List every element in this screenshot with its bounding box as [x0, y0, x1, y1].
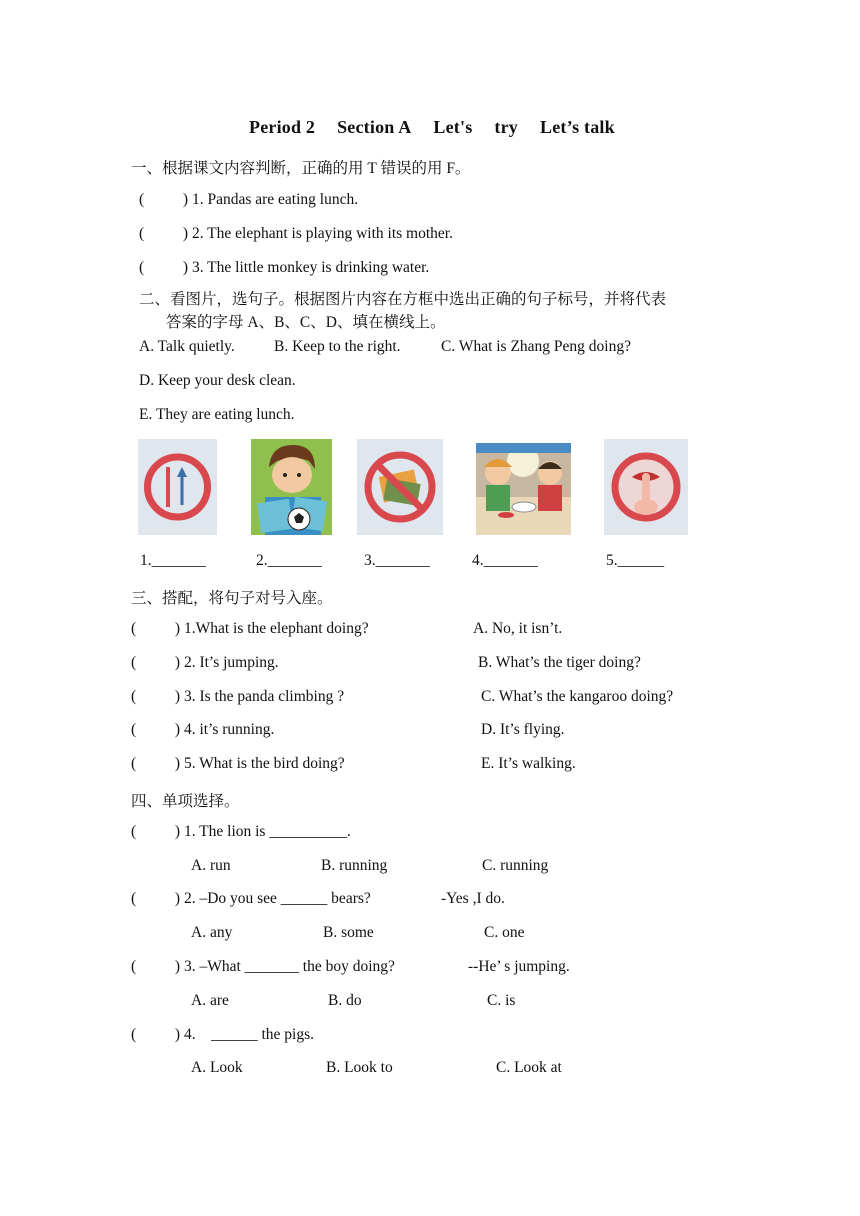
- s1-item-2: ( ) 2. The elephant is playing with its mother.: [139, 225, 453, 242]
- s4-q1-option-b: B. running: [321, 857, 388, 874]
- no-messy-desk-sign-icon: [357, 439, 443, 535]
- s4-q3-option-c: C. is: [487, 992, 516, 1009]
- s2-blank-1: 1._______: [140, 552, 206, 569]
- s2-blank-2: 2._______: [256, 552, 322, 569]
- s2-option-a: A. Talk quietly.: [139, 338, 235, 355]
- boy-reading-picture: [251, 439, 332, 535]
- s3-right-e: E. It’s walking.: [481, 755, 576, 772]
- s3-right-a: A. No, it isn’t.: [473, 620, 563, 637]
- s4-question-3: ( ) 3. –What _______ the boy doing?: [131, 958, 395, 975]
- s4-q2-reply: -Yes ,I do.: [441, 890, 505, 907]
- s4-q4-option-b: B. Look to: [326, 1059, 393, 1076]
- s4-q1-option-c: C. running: [482, 857, 549, 874]
- s3-left-2: ( ) 2. It’s jumping.: [131, 654, 279, 671]
- s3-left-3: ( ) 3. Is the panda climbing ?: [131, 688, 345, 705]
- section-1-heading: 一、根据课文内容判断，正确的用 T 错误的用 F。: [131, 160, 471, 177]
- kids-eating-lunch-picture: [476, 443, 571, 535]
- s4-q2-option-b: B. some: [323, 924, 374, 941]
- title-section: Section A: [337, 117, 412, 137]
- quiet-sign-icon: [604, 439, 688, 535]
- section-4-heading: 四、单项选择。: [131, 793, 240, 810]
- s3-right-b: B. What’s the tiger doing?: [478, 654, 641, 671]
- s1-item-1: ( ) 1. Pandas are eating lunch.: [139, 191, 359, 208]
- s4-q2-option-c: C. one: [484, 924, 525, 941]
- s2-blank-5: 5.______: [606, 552, 665, 569]
- s4-q3-option-a: A. are: [191, 992, 229, 1009]
- s4-q1-option-a: A. run: [191, 857, 231, 874]
- s2-option-c: C. What is Zhang Peng doing?: [441, 338, 631, 355]
- s3-right-c: C. What’s the kangaroo doing?: [481, 688, 674, 705]
- s3-left-4: ( ) 4. it’s running.: [131, 721, 275, 738]
- title-lets: Let's: [433, 117, 473, 137]
- section-3-heading: 三、搭配，将句子对号入座。: [131, 590, 333, 607]
- s4-question-2: ( ) 2. –Do you see ______ bears?: [131, 890, 371, 907]
- s4-q3-option-b: B. do: [328, 992, 362, 1009]
- s4-q4-option-a: A. Look: [191, 1059, 243, 1076]
- s4-q4-option-c: C. Look at: [496, 1059, 562, 1076]
- s3-left-1: ( ) 1.What is the elephant doing?: [131, 620, 369, 637]
- title-period: Period 2: [249, 117, 316, 137]
- page-title: [249, 117, 615, 138]
- section-2-heading-line2: 答案的字母 A、B、C、D、填在横线上。: [166, 314, 446, 331]
- s4-q2-option-a: A. any: [191, 924, 233, 941]
- s3-right-d: D. It’s flying.: [481, 721, 565, 738]
- title-try: try: [494, 117, 518, 137]
- s2-blank-4: 4._______: [472, 552, 538, 569]
- s4-question-1: ( ) 1. The lion is __________.: [131, 823, 351, 840]
- s2-option-b: B. Keep to the right.: [274, 338, 401, 355]
- s4-q3-reply: --He’ s jumping.: [468, 958, 570, 975]
- s1-item-3: ( ) 3. The little monkey is drinking water.: [139, 259, 430, 276]
- keep-right-sign-icon: [138, 439, 217, 535]
- section-2-heading-line1: 二、看图片，选句子。根据图片内容在方框中选出正确的句子标号，并将代表: [139, 291, 667, 308]
- s3-left-5: ( ) 5. What is the bird doing?: [131, 755, 345, 772]
- s2-option-d: D. Keep your desk clean.: [139, 372, 296, 389]
- s2-option-e: E. They are eating lunch.: [139, 406, 295, 423]
- title-lets-talk: Let’s talk: [540, 117, 615, 137]
- s2-blank-3: 3._______: [364, 552, 430, 569]
- s4-question-4: ( ) 4. ______ the pigs.: [131, 1026, 314, 1043]
